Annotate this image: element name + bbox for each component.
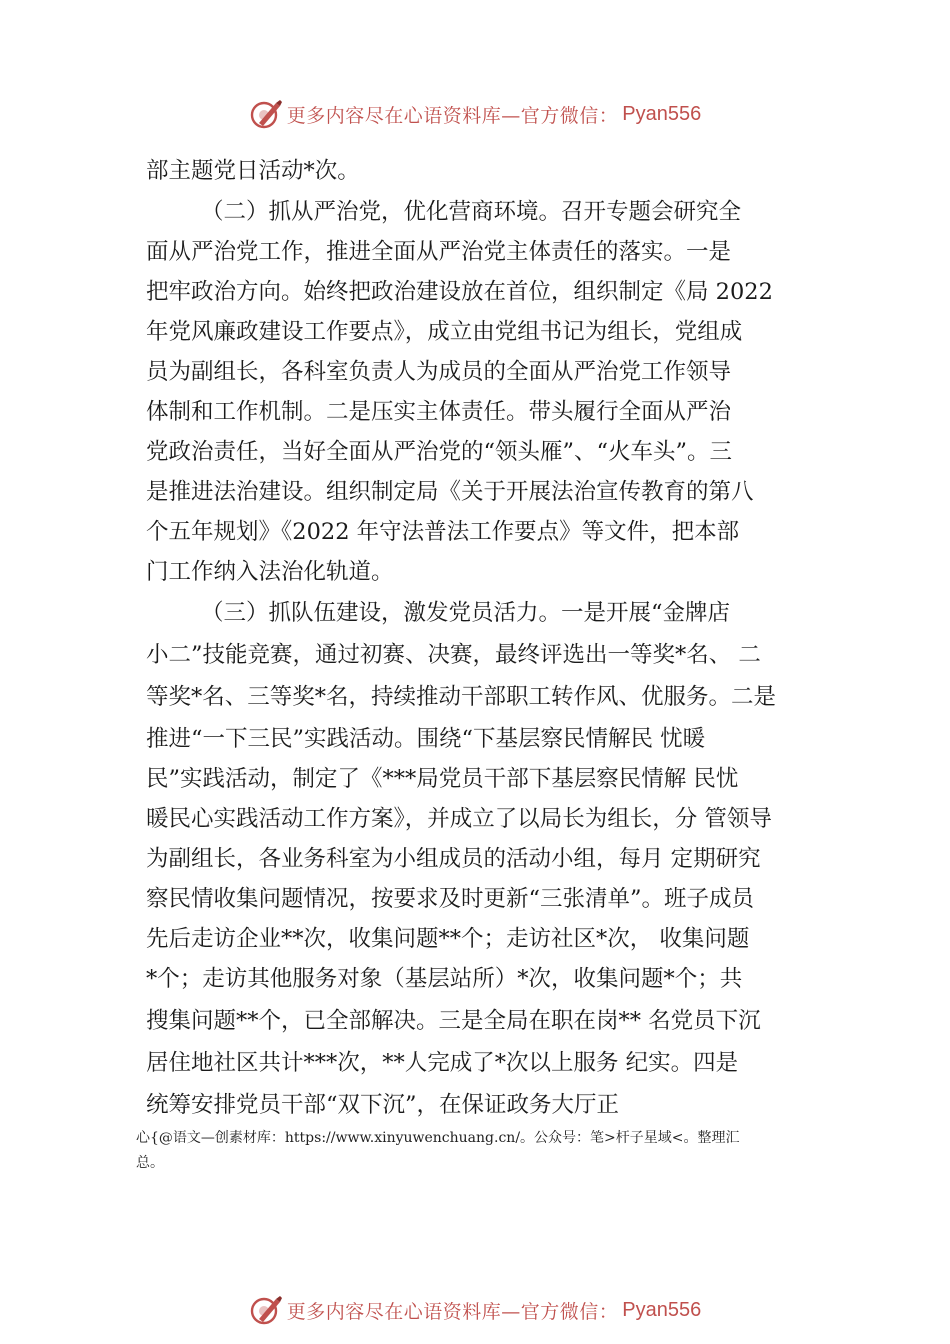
- watermark-text: 更多内容尽在心语资料库—官方微信：: [286, 1300, 619, 1323]
- paragraph-line: 党政治责任，当好全面从严治党的“领头雁”、“火车头”。三: [146, 439, 733, 465]
- paragraph-line: 为副组长，各业务科室为小组成员的活动小组，每月 定期研究: [146, 846, 761, 872]
- paragraph-line: 门工作纳入法治化轨道。: [146, 559, 394, 585]
- footnote-line: 总。: [136, 1155, 164, 1171]
- paragraph-line: 搜集问题**个，已全部解决。三是全局在职在岗** 名党员下沉: [146, 1008, 761, 1034]
- paragraph-line: 是推进法治建设。组织制定局《关于开展法治宣传教育的第八: [146, 479, 754, 505]
- paragraph-line: 员为副组长，各科室负责人为成员的全面从严治党工作领导: [146, 359, 732, 385]
- paragraph-line: 察民情收集问题情况，按要求及时更新“三张清单”。班子成员: [146, 886, 755, 912]
- paragraph-line: 先后走访企业**次，收集问题**个；走访社区*次， 收集问题: [146, 926, 750, 952]
- paragraph-line: 小二”技能竞赛，通过初赛、决赛，最终评选出一等奖*名、 二: [146, 642, 761, 668]
- paragraph-line: 居住地社区共计***次，**人完成了*次以上服务 纪实。四是: [146, 1050, 739, 1076]
- watermark-wechat-id: Pyan556: [622, 102, 702, 125]
- paragraph-line: 体制和工作机制。二是压实主体责任。带头履行全面从严治: [146, 399, 732, 425]
- paragraph-line: 暖民心实践活动工作方案》，并成立了以局长为组长，分 管领导: [146, 806, 772, 832]
- footer-watermark-banner: [0, 1290, 950, 1330]
- paragraph-line: 推进“一下三民”实践活动。围绕“下基层察民情解民 忧暖: [146, 726, 706, 752]
- header-watermark-banner: [0, 94, 950, 134]
- paragraph-line: 统筹安排党员干部“双下沉”，在保证政务大厅正: [146, 1092, 620, 1118]
- paragraph-line: *个；走访其他服务对象（基层站所）*次，收集问题*个；共: [146, 966, 743, 992]
- watermark-text: 更多内容尽在心语资料库—官方微信：: [286, 104, 619, 127]
- brush-logo-icon: [249, 97, 283, 131]
- footnote-line: 心{@语文—创素材库：https://www.xinyuwenchuang.cn/。公众号：笔>杆子星域<。整理汇: [136, 1130, 740, 1146]
- paragraph-line: 面从严治党工作，推进全面从严治党主体责任的落实。一是: [146, 239, 732, 265]
- paragraph-line: 个五年规划》《2022 年守法普法工作要点》等文件，把本部: [146, 519, 740, 545]
- paragraph-line: 等奖*名、三等奖*名，持续推动干部职工转作风、优服务。二是: [146, 684, 777, 710]
- paragraph-line: （三）抓队伍建设，激发党员活力。一是开展“金牌店: [201, 600, 731, 626]
- paragraph-line: 把牢政治方向。始终把政治建设放在首位，组织制定《局 2022: [146, 279, 773, 305]
- paragraph-line: 部主题党日活动*次。: [146, 158, 360, 184]
- paragraph-line: 年党风廉政建设工作要点》，成立由党组书记为组长，党组成: [146, 319, 743, 345]
- brush-logo-icon: [249, 1293, 283, 1327]
- watermark-wechat-id: Pyan556: [622, 1298, 702, 1321]
- paragraph-line: （二）抓从严治党，优化营商环境。召开专题会研究全: [201, 199, 742, 225]
- paragraph-line: 民”实践活动，制定了《***局党员干部下基层察民情解 民忧: [146, 766, 739, 792]
